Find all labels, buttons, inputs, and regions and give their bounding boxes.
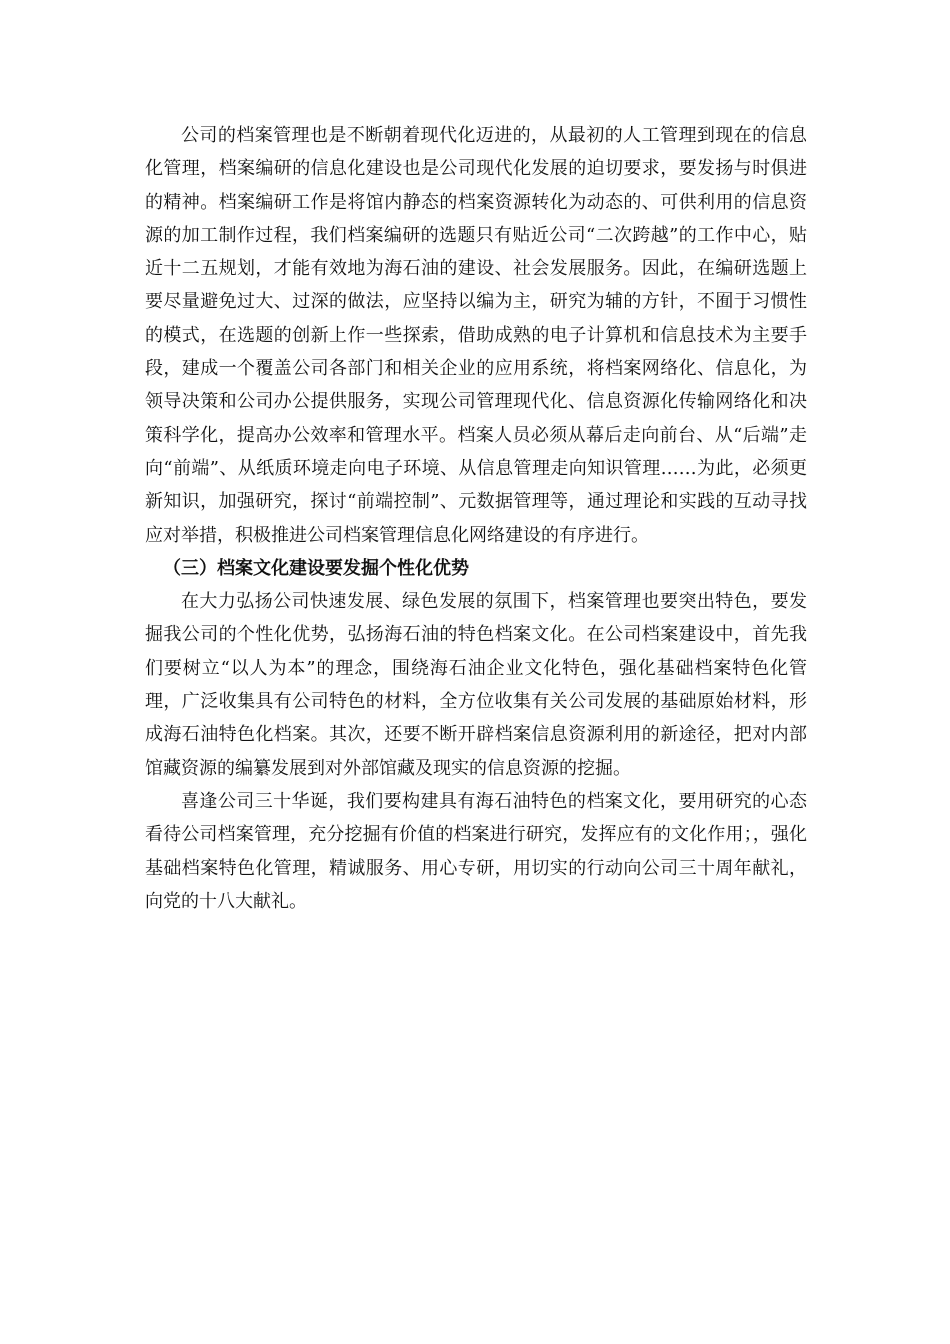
paragraph-informatization: 公司的档案管理也是不断朝着现代化迈进的，从最初的人工管理到现在的信息化管理，档案编研的信息化建设也是公司现代化发展的迫切要求，要发扬与时俱进的精神。档案编研工作是将馆内静态的档案资源转化为动态的、可供利用的信息资源的加工制作过程，我们档案编研的选题只有贴近公司“二次跨越”的工作中心，贴近十二五规划，才能有效地为海石油的建设、社会发展服务。因此，在编研选题上要尽量避免过大、过深的做法，应坚持以编为主，研究为辅的方针，不囿于习惯性的模式，在选题的创新上作一些探索，借助成熟的电子计算机和信息技术为主要手段，建成一个覆盖公司各部门和相关企业的应用系统，将档案网络化、信息化，为领导决策和公司办公提供服务，实现公司管理现代化、信息资源化传输网络化和决策科学化，提高办公效率和管理水平。档案人员必须从幕后走向前台、从“后端”走向“前端”、从纸质环境走向电子环境、从信息管理走向知识管理……为此，必须更新知识，加强研究，探讨“前端控制”、元数据管理等，通过理论和实践的互动寻找应对举措，积极推进公司档案管理信息化网络建设的有序进行。 [145,125,807,546]
paragraph-anniversary: 喜逢公司三十华诞，我们要构建具有海石油特色的档案文化，要用研究的心态看待公司档案管理，充分挖掘有价值的档案进行研究，发挥应有的文化作用；，强化基础档案特色化管理，精诚服务、用心专研，用切实的行动向公司三十周年献礼，向党的十八大献礼。 [145,790,807,912]
paragraph-personalized-advantage: 在大力弘扬公司快速发展、绿色发展的氛围下，档案管理也要突出特色，要发掘我公司的个性化优势，弘扬海石油的特色档案文化。在公司档案建设中，首先我们要树立“以人为本”的理念，围绕海石油企业文化特色，强化基础档案特色化管理，广泛收集具有公司特色的材料，全方位收集有关公司发展的基础原始材料，形成海石油特色化档案。其次，还要不断开辟档案信息资源利用的新途径，把对内部馆藏资源的编纂发展到对外部馆藏及现实的信息资源的挖掘。 [145,591,807,779]
section-heading-archive-culture: （三）档案文化建设要发掘个性化优势 [163,557,469,579]
document-body [145,119,807,918]
